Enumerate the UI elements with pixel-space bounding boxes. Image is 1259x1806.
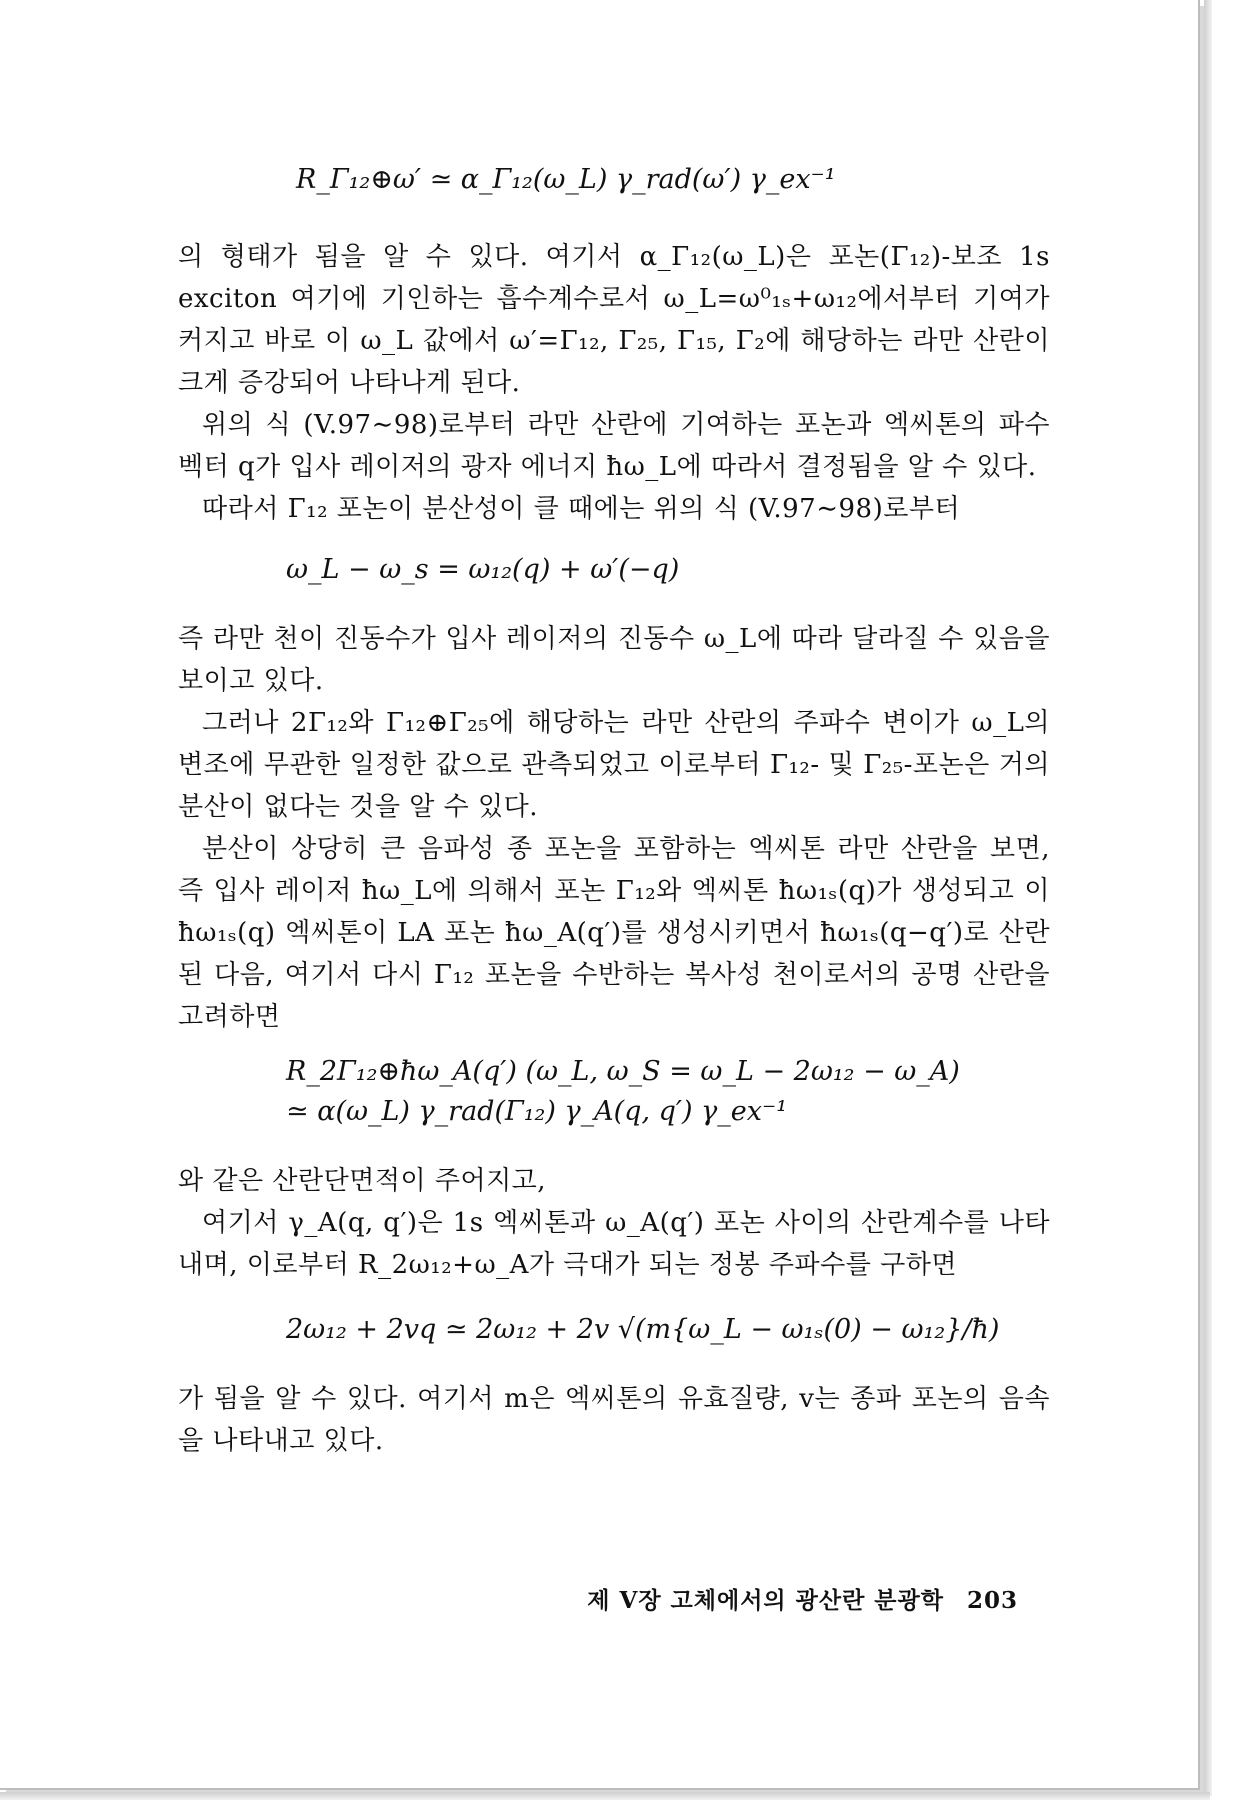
equation-2: ω_L − ω_s = ω₁₂(q) + ω′(−q)	[286, 554, 680, 585]
paragraph-8: 여기서 γ_A(q, q′)은 1s 엑씨톤과 ω_A(q′) 포논 사이의 산란계수를 나타내며, 이로부터 R_2ω₁₂+ω_A가 극대가 되는 정봉 주파수를 구하면	[178, 1208, 1050, 1280]
paragraph-5: 그러나 2Γ₁₂와 Γ₁₂⊕Γ₂₅에 해당하는 라만 산란의 주파수 변이가 ω_L의 변조에 무관한 일정한 값으로 관측되었고 이로부터 Γ₁₂- 및 Γ₂₅-포논은 거의 분산이 없다는 것을 알 수 있다.	[178, 708, 1050, 822]
equation-1: R_Γ₁₂⊕ω′ ≃ α_Γ₁₂(ω_L) γ_rad(ω′) γ_ex⁻¹	[296, 164, 836, 195]
equation-3-line-1: R_2Γ₁₂⊕ħω_A(q′) (ω_L, ω_S = ω_L − 2ω₁₂ − ω_A)	[286, 1056, 960, 1087]
paragraph-3: 따라서 Γ₁₂ 포논이 분산성이 클 때에는 위의 식 (V.97∼98)로부터	[202, 494, 961, 524]
page-content	[178, 160, 1050, 1462]
paragraph-2: 위의 식 (V.97∼98)로부터 라만 산란에 기여하는 포논과 엑씨톤의 파수 벡터 q가 입사 레이저의 광자 에너지 ħω_L에 따라서 결정됨을 알 수 있다.	[178, 410, 1050, 482]
running-footer	[578, 1582, 1018, 1615]
equation-3-line-2: ≃ α(ω_L) γ_rad(Γ₁₂) γ_A(q, q′) γ_ex⁻¹	[286, 1096, 788, 1127]
paragraph-4: 즉 라만 천이 진동수가 입사 레이저의 진동수 ω_L에 따라 달라질 수 있음을 보이고 있다.	[178, 624, 1050, 696]
paragraph-1: 의 형태가 됨을 알 수 있다. 여기서 α_Γ₁₂(ω_L)은 포논(Γ₁₂)-보조 1s exciton 여기에 기인하는 흡수계수로서 ω_L=ω⁰₁ₛ+ω₁₂에서부터 기여가 커지고 바로 이 ω_L 값에서 ω′=Γ₁₂, Γ₂₅, Γ₁₅, Γ₂에 해당하는 라만 산란이 크게 증강되어 나타나게 된다.	[178, 242, 1050, 398]
equation-4: 2ω₁₂ + 2vq ≃ 2ω₁₂ + 2v √(m{ω_L − ω₁ₛ(0) − ω₁₂}/ħ)	[286, 1314, 1000, 1345]
page-number: 203	[966, 1587, 1018, 1614]
paragraph-7: 와 같은 산란단면적이 주어지고,	[178, 1166, 547, 1196]
page-edge-bottom	[0, 1792, 1210, 1800]
paragraph-9: 가 됨을 알 수 있다. 여기서 m은 엑씨톤의 유효질량, v는 종파 포논의 음속을 나타내고 있다.	[178, 1384, 1050, 1456]
page-edge-right	[1204, 0, 1212, 1796]
chapter-title: 제 V장 고체에서의 광산란 분광학	[587, 1587, 944, 1614]
paragraph-6: 분산이 상당히 큰 음파성 종 포논을 포함하는 엑씨톤 라만 산란을 보면, 즉 입사 레이저 ħω_L에 의해서 포논 Γ₁₂와 엑씨톤 ħω₁ₛ(q)가 생성되고 이 ħω₁ₛ(q) 엑씨톤이 LA 포논 ħω_A(q′)를 생성시키면서 ħω₁ₛ(q−q′)로 산란된 다음, 여기서 다시 Γ₁₂ 포논을 수반하는 복사성 천이로서의 공명 산란을 고려하면	[178, 834, 1050, 1032]
